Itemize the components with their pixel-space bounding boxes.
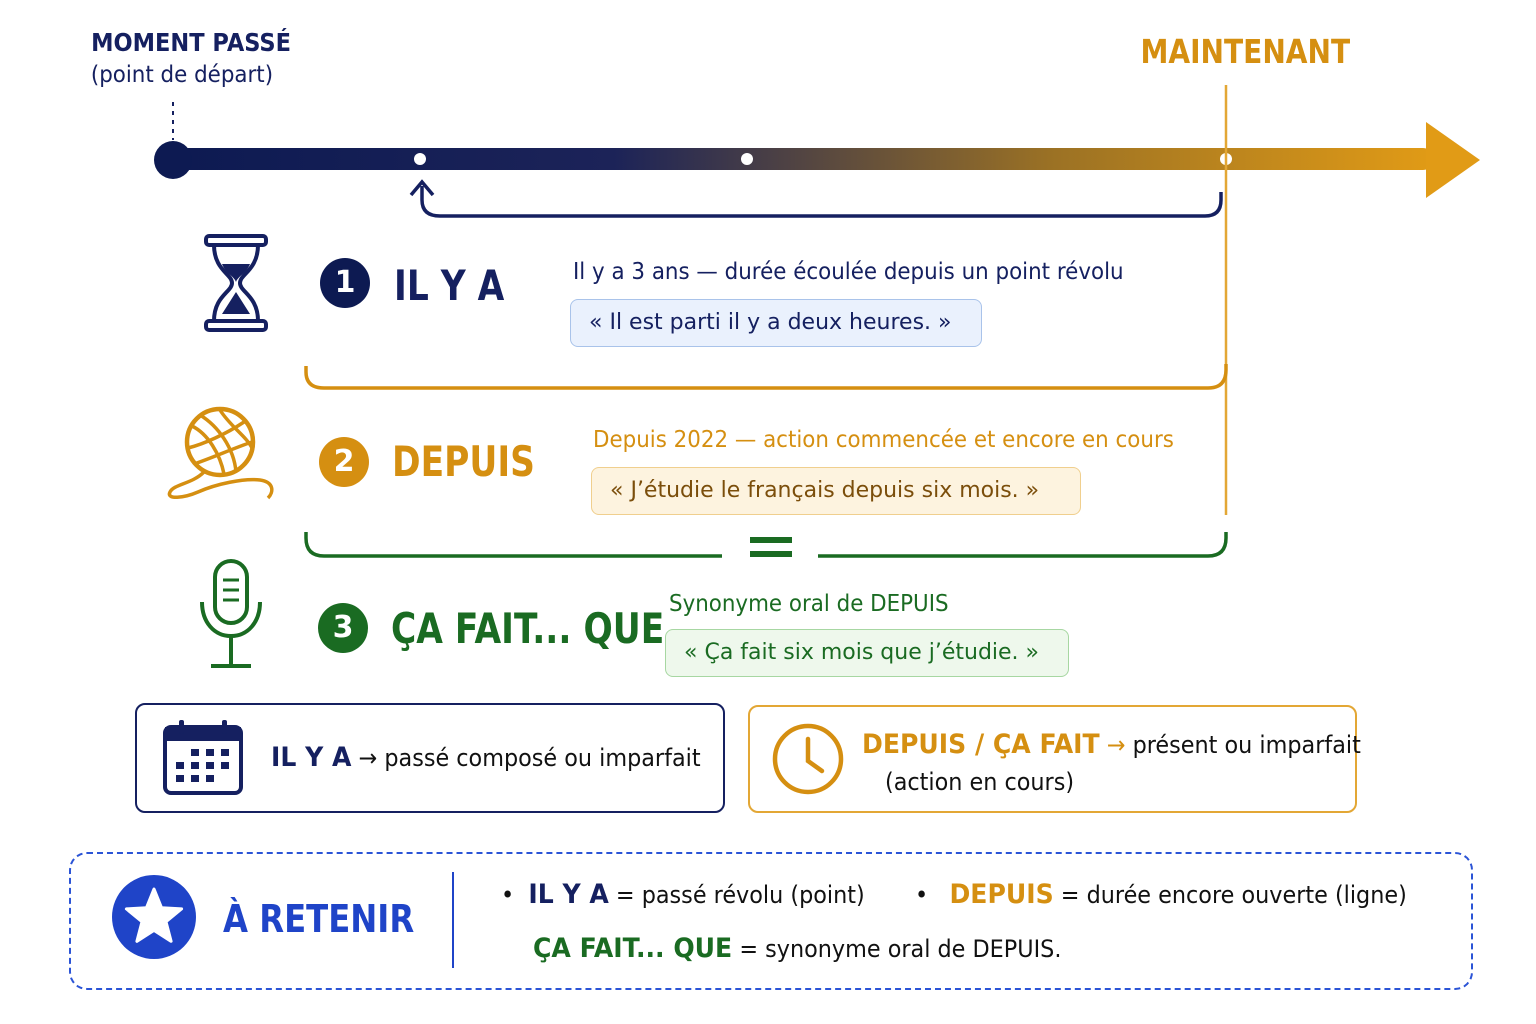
rule-box-depuis [748, 705, 1361, 813]
hourglass-icon [200, 234, 272, 332]
summary-bullet: • [501, 881, 515, 909]
summary-title: À RETENIR [223, 897, 415, 941]
rule-text-depuis: présent ou imparfait [1132, 731, 1361, 759]
section-number-1: 1 [320, 258, 370, 308]
timeline-dot [414, 153, 426, 165]
summary-box [69, 852, 1473, 990]
star-badge-icon [111, 874, 197, 960]
example-il-y-a: « Il est parti il y a deux heures. » [570, 299, 982, 347]
now-label: MAINTENANT [1140, 32, 1351, 71]
depuis-bracket [306, 364, 1226, 388]
section-description-il-y-a: Il y a 3 ans — durée écoulée depuis un point révolu [573, 259, 1124, 285]
summary-text-depuis: = durée encore ouverte (ligne) [1060, 881, 1407, 909]
section-description-ca-fait: Synonyme oral de DEPUIS [669, 591, 949, 617]
start-label: MOMENT PASSÉ [91, 28, 292, 57]
section-title-depuis: DEPUIS [392, 437, 535, 486]
section-number-3: 3 [318, 603, 368, 653]
section-description-depuis: Depuis 2022 — action commencée et encore en cours [593, 427, 1174, 453]
example-ca-fait: « Ça fait six mois que j’étudie. » [665, 629, 1069, 677]
section-title-il-y-a: IL Y A [394, 261, 505, 310]
rule-keyword-depuis: DEPUIS / ÇA FAIT [862, 729, 1100, 760]
clock-icon [770, 721, 846, 797]
rule-subtext-depuis: (action en cours) [885, 768, 1075, 796]
summary-text-ca-fait: = synonyme oral de DEPUIS. [739, 935, 1062, 963]
rule-text-il-y-a: passé composé ou imparfait [384, 744, 701, 772]
timeline-dot [741, 153, 753, 165]
rule-box-il-y-a [135, 703, 725, 813]
equals-bar-bottom [750, 551, 792, 557]
summary-keyword-depuis: DEPUIS [949, 879, 1054, 910]
yarn-ball-icon [164, 404, 278, 504]
timeline-arrowhead [1426, 122, 1480, 198]
section-title-ca-fait-que: ÇA FAIT... QUE [391, 604, 665, 653]
equals-bar-top [750, 537, 792, 543]
rule-arrow: → [1106, 731, 1126, 759]
il-y-a-bracket [422, 186, 1221, 216]
summary-text-il-y-a: = passé révolu (point) [615, 881, 865, 909]
rule-arrow: → [358, 744, 378, 772]
ca-fait-bracket-left [306, 532, 722, 556]
timeline-bar [172, 148, 1434, 170]
calendar-icon [161, 719, 245, 797]
ca-fait-bracket-right [818, 532, 1226, 556]
start-point [154, 141, 192, 179]
rule-keyword-il-y-a: IL Y A [271, 742, 352, 773]
summary-divider [452, 872, 454, 968]
summary-keyword-il-y-a: IL Y A [528, 879, 609, 910]
example-depuis: « J’étudie le français depuis six mois. » [591, 467, 1081, 515]
section-number-2: 2 [319, 437, 369, 487]
microphone-icon [196, 558, 266, 672]
summary-bullet: • [915, 881, 929, 909]
summary-keyword-ca-fait: ÇA FAIT... QUE [533, 933, 733, 964]
start-sublabel: (point de départ) [90, 62, 274, 88]
